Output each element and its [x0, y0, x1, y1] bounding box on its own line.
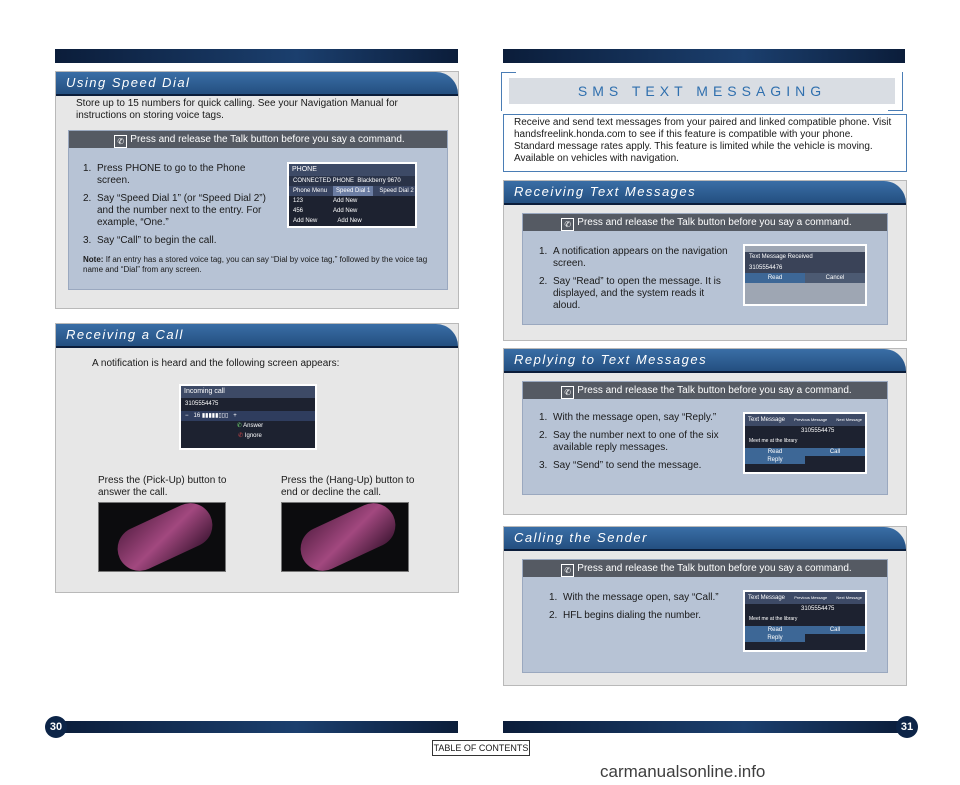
- speed-dial-steps: [83, 163, 273, 253]
- hangup-instruction: Press the (Hang-Up) button to end or decline the call.: [281, 475, 415, 498]
- receiving-text-heading: Receiving Text Messages: [504, 181, 906, 203]
- bottom-bar-right: [503, 721, 905, 733]
- calling-steps: [549, 592, 729, 628]
- message-title: Text Message: [748, 595, 786, 601]
- receiving-call-heading: Receiving a Call: [56, 324, 458, 346]
- pickup-instruction: Press the (Pick-Up) button to answer the call.: [98, 475, 227, 498]
- message-title: Text Message: [748, 417, 786, 423]
- hangup-button-photo: [281, 502, 409, 572]
- speed-dial-panel: [55, 71, 459, 309]
- step-item: 2. HFL begins dialing the number.: [549, 610, 702, 621]
- command-bar: ✆ Press and release the Talk button before you say a command.: [523, 382, 887, 399]
- receiving-text-panel: [503, 180, 907, 341]
- talk-icon: ✆: [561, 386, 574, 399]
- sms-intro: Receive and send text messages from your paired and linked compatible phone. Visit handsfreelink.honda.com to see if this feature is compatible with your phone. Standard message rates apply. This feature is limited while the vehicle is moving. Available on vehicles with navigation.: [514, 117, 892, 164]
- speed-dial-note: Note: If an entry has a stored voice tag, you can say “Dial by voice tag,” followed by the voice tag name and “Dial” from any screen.: [83, 255, 428, 274]
- phone-screen: PHONE CONNECTED PHONE Blackberry 9670 Phone Menu Speed Dial 1 Speed Dial 2 123 Add New 456 Add New Add New Add New: [287, 162, 417, 228]
- message-body: Meet me at the library: [749, 616, 798, 622]
- step-item: 2. Say “Speed Dial 1” (or “Speed Dial 2”) and the number next to the entry. For example, “One.”: [83, 193, 266, 228]
- message-body: Meet me at the library: [749, 438, 798, 444]
- top-bar-left: [55, 49, 458, 63]
- read-button[interactable]: Read: [745, 273, 805, 283]
- pickup-button-photo: [98, 502, 226, 572]
- page-number-left: 30: [45, 716, 67, 738]
- watermark-text: carmanualsonline.info: [600, 762, 766, 781]
- speed-dial-intro: Store up to 15 numbers for quick calling. See your Navigation Manual for instructions on storing voice tags.: [76, 98, 398, 121]
- replying-steps: [539, 412, 729, 478]
- next-message-button[interactable]: Next Message: [836, 595, 862, 600]
- calling-heading: Calling the Sender: [504, 527, 906, 549]
- prev-message-button[interactable]: Previous Message: [794, 595, 828, 600]
- speed-dial-row: 123 Add New: [293, 198, 358, 204]
- incoming-call-title: Incoming call: [181, 386, 315, 398]
- call-button[interactable]: Call: [805, 626, 865, 634]
- replying-box: [522, 381, 888, 495]
- received-number: 3105554476: [745, 263, 865, 273]
- step-item: 2. Say the number next to one of the six available reply messages.: [539, 430, 719, 453]
- step-item: 2. Say “Read” to open the message. It is displayed, and the system reads it aloud.: [539, 276, 721, 311]
- next-message-button[interactable]: Next Message: [836, 417, 862, 422]
- sms-title: SMS TEXT MESSAGING: [509, 78, 895, 104]
- bottom-bar-left: [55, 721, 458, 733]
- pickup-icon: ✆: [236, 423, 242, 429]
- table-of-contents-link[interactable]: TABLE OF CONTENTS: [432, 740, 530, 756]
- command-bar: ✆ Press and release the Talk button before you say a command.: [523, 560, 887, 577]
- received-title: Text Message Received: [745, 252, 865, 263]
- cancel-button[interactable]: Cancel: [805, 273, 865, 283]
- calling-box: [522, 559, 888, 673]
- page-number-right: 31: [896, 716, 918, 738]
- replying-heading: Replying to Text Messages: [504, 349, 906, 371]
- step-item: 3. Say “Send” to send the message.: [539, 460, 702, 471]
- step-item: 1. With the message open, say “Reply.”: [539, 412, 717, 423]
- read-button[interactable]: Read: [745, 448, 805, 456]
- reply-button[interactable]: Reply: [745, 456, 805, 464]
- sms-intro-box: [503, 114, 907, 172]
- step-item: 1. Press PHONE to go to the Phone screen.: [83, 163, 246, 186]
- talk-icon: ✆: [561, 218, 574, 231]
- speed-dial-row: Add New Add New: [293, 218, 362, 224]
- sms-title-frame: [501, 72, 903, 110]
- step-item: 1. With the message open, say “Call.”: [549, 592, 719, 603]
- text-message-screen: [743, 412, 867, 474]
- answer-option: ✆ Answer: [236, 423, 264, 429]
- replying-panel: [503, 348, 907, 515]
- calling-panel: [503, 526, 907, 686]
- message-sender: 3105554475: [801, 428, 835, 434]
- talk-icon: ✆: [561, 564, 574, 577]
- incoming-number: 3105554475: [185, 401, 219, 407]
- command-bar: ✆ Press and release the Talk button before you say a command.: [69, 131, 447, 148]
- volume-bar: − 16 ▮▮▮▮▮▯▯▯ +: [181, 411, 315, 421]
- step-item: 1. A notification appears on the navigation screen.: [539, 246, 728, 269]
- call-button[interactable]: Call: [805, 448, 865, 456]
- receiving-text-box: [522, 213, 888, 325]
- phone-screen-title: PHONE: [289, 164, 415, 176]
- prev-message-button[interactable]: Previous Message: [794, 417, 828, 422]
- step-item: 3. Say “Call” to begin the call.: [83, 235, 217, 246]
- receiving-steps: [539, 246, 729, 318]
- incoming-call-screen: [179, 384, 317, 450]
- reply-button[interactable]: Reply: [745, 634, 805, 642]
- command-bar: ✆ Press and release the Talk button before you say a command.: [523, 214, 887, 231]
- speed-dial-heading: Using Speed Dial: [56, 72, 458, 94]
- top-bar-right: [503, 49, 905, 63]
- ignore-option: ✆ Ignore: [238, 433, 262, 439]
- hangup-icon: ✆: [238, 433, 244, 439]
- read-button[interactable]: Read: [745, 626, 805, 634]
- speed-dial-box: [68, 130, 448, 290]
- text-received-screen: [743, 244, 867, 306]
- message-sender: 3105554475: [801, 606, 835, 612]
- text-message-screen: [743, 590, 867, 652]
- receiving-call-panel: [55, 323, 459, 593]
- speed-dial-row: 456 Add New: [293, 208, 358, 214]
- talk-icon: ✆: [114, 135, 127, 148]
- receiving-call-intro: A notification is heard and the following screen appears:: [92, 358, 340, 369]
